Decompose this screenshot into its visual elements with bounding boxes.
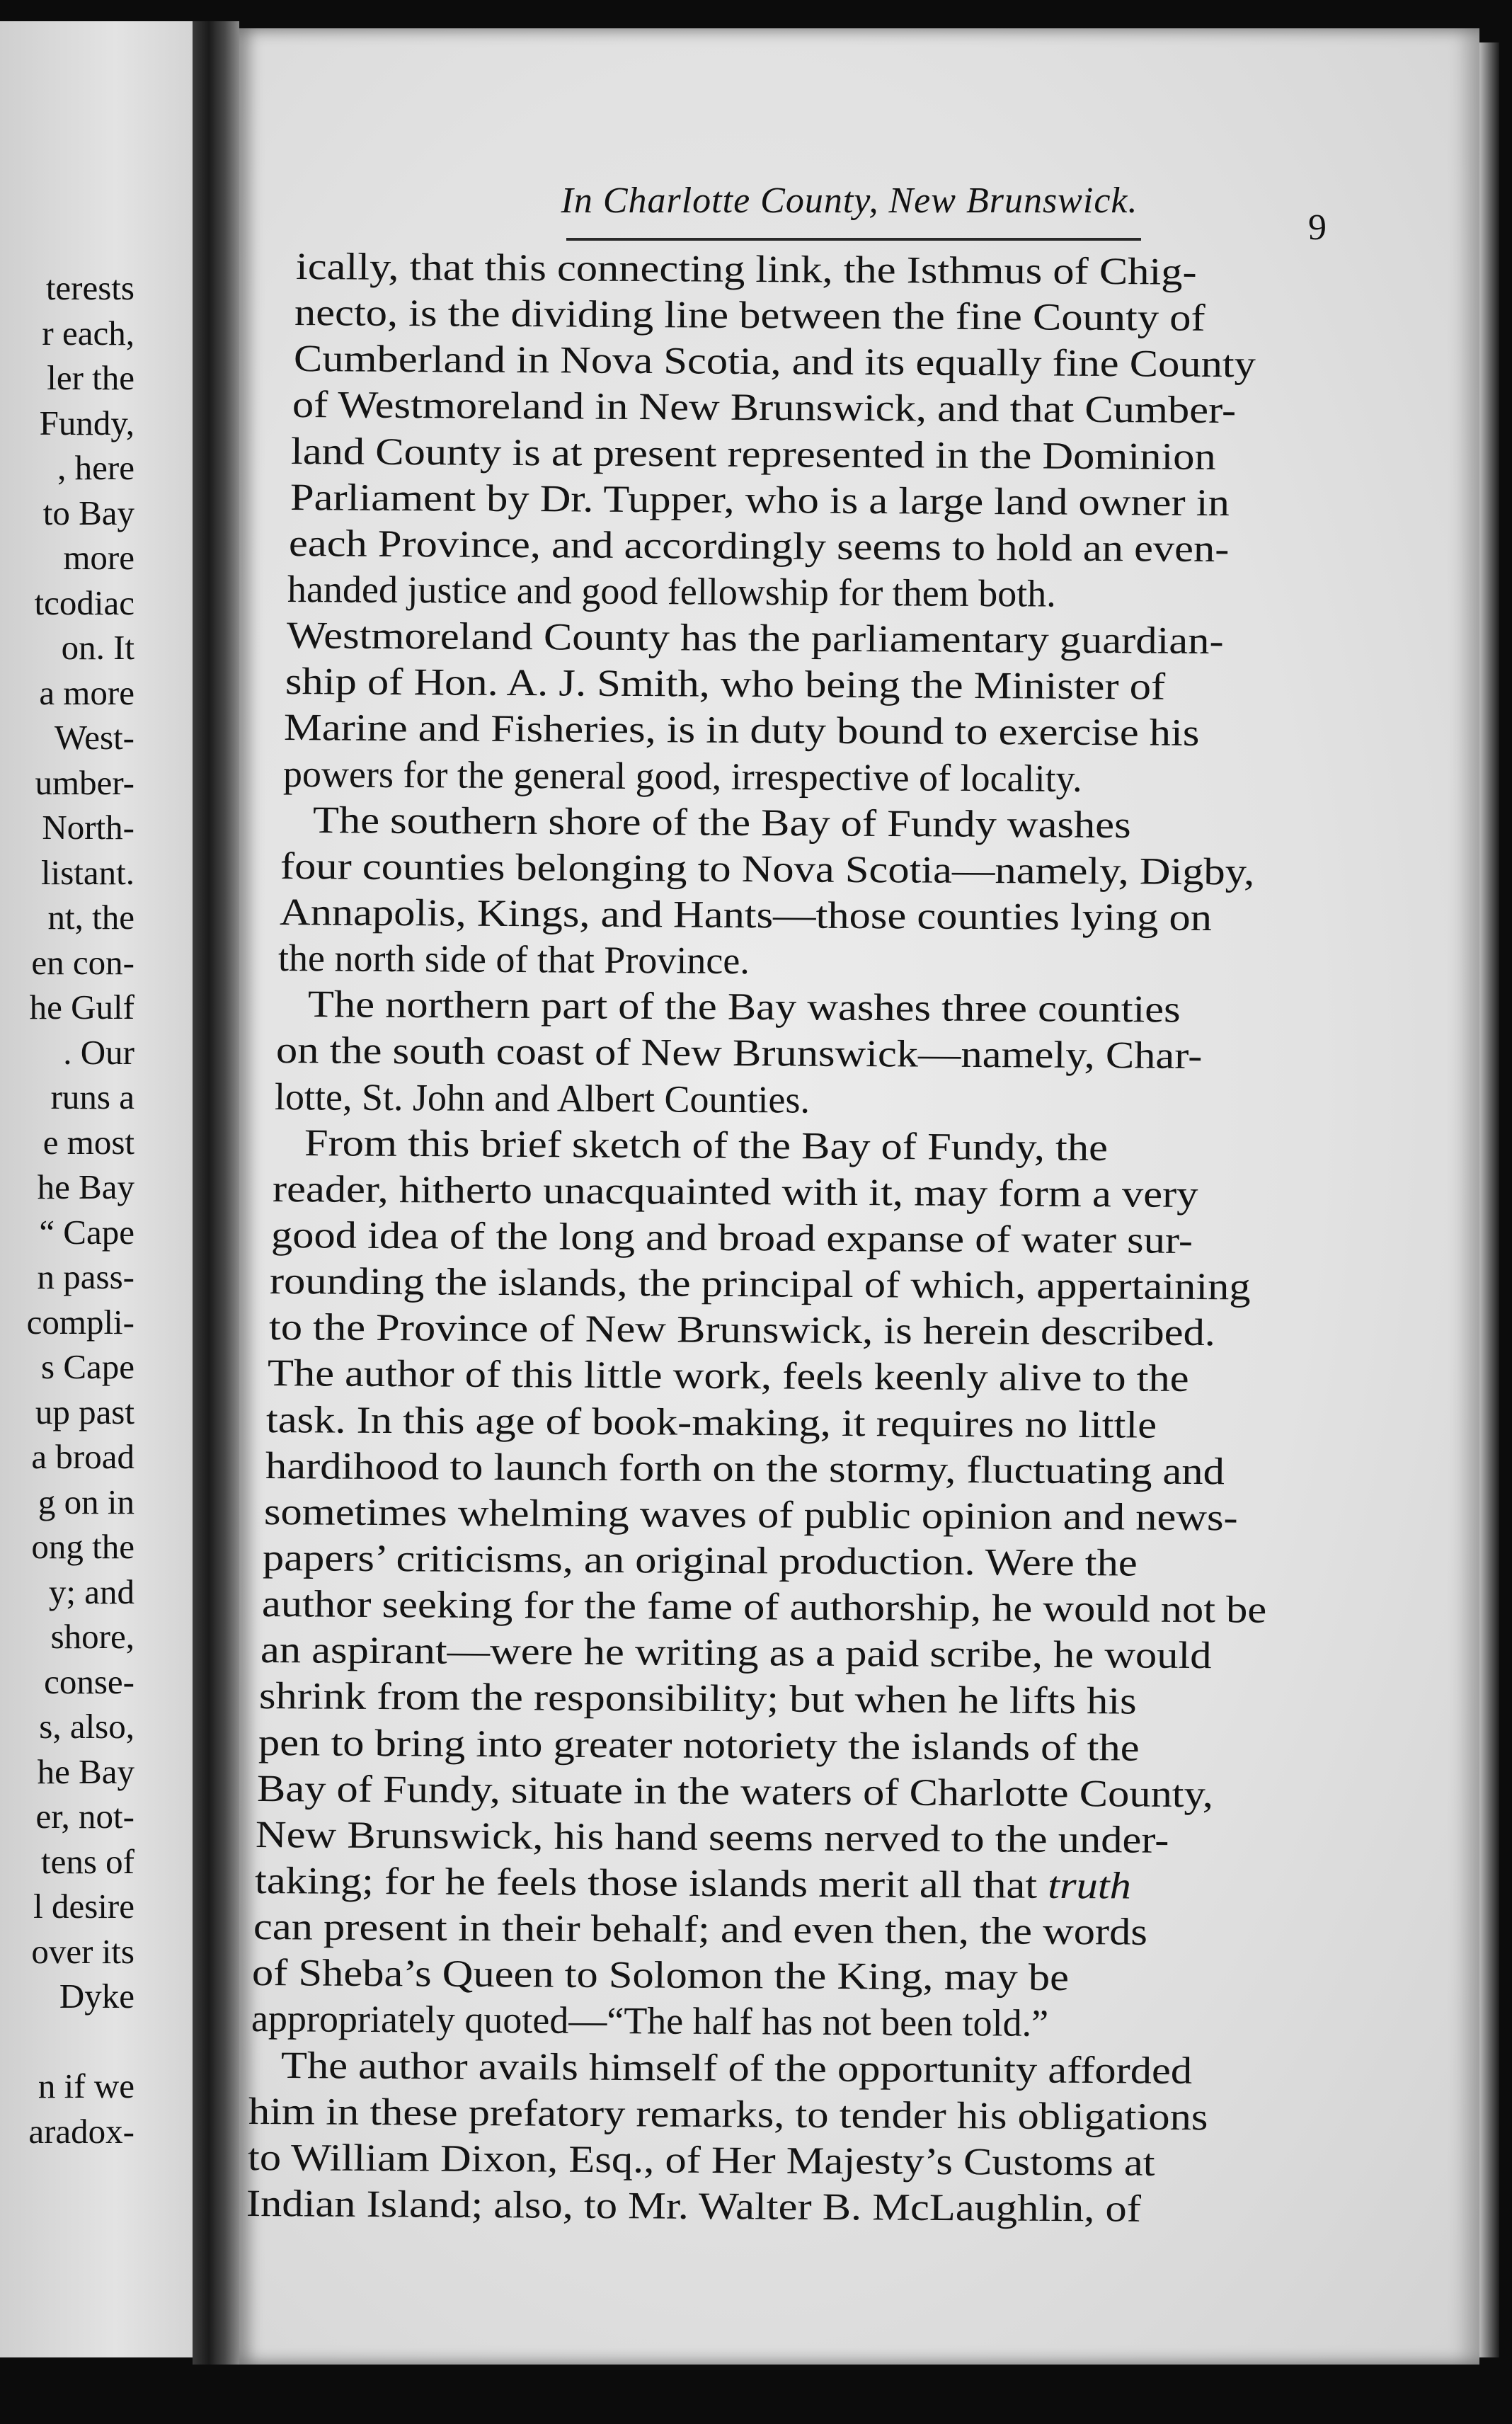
facing-page-line: tens of [41,1841,134,1881]
text-line: The author avails himself of the opportunity afforded [280,2043,1193,2092]
facing-page-line: conse- [44,1662,134,1701]
facing-page-line: umber- [35,762,134,802]
facing-page-line: he Gulf [29,988,134,1027]
text-line: reader, hitherto unacquainted with it, may form a very [272,1167,1198,1216]
text-line: The northern part of the Bay washes three counties [308,983,1181,1031]
facing-page-line: a broad [31,1437,134,1476]
facing-page-line: tcodiac [34,583,134,622]
facing-page-line: g on in [38,1482,134,1521]
text-line: land County is at present represented in the Dominion [291,429,1217,478]
facing-page-line: “ Cape [39,1212,134,1252]
text-line: author seeking for the fame of authorship, he would not be [261,1582,1267,1631]
facing-page-line: listant. [40,852,134,892]
facing-page-line: more [63,538,134,577]
text-line-part: taking; for he feels those islands merit all that [254,1859,1048,1906]
text-line: hardihood to launch forth on the stormy, fluctuating and [265,1443,1225,1492]
text-line: appropriately quoted—“The half has not been told.” [251,1997,1048,2045]
facing-page-line: over its [31,1931,134,1971]
page-number: 9 [1308,207,1327,248]
facing-page-line: compli- [26,1302,134,1342]
text-line: ically, that this connecting link, the Isthmus of Chig- [295,245,1197,293]
text-line: pen to bring into greater notoriety the islands of the [258,1720,1140,1769]
facing-page-line: nt, the [47,898,134,937]
facing-page-line: runs a [50,1077,134,1116]
facing-page-line: up past [35,1392,134,1431]
text-line: The author of this little work, feels keenly alive to the [267,1351,1189,1400]
text-line: rounding the islands, the principal of which, appertaining [270,1259,1252,1308]
text-line: an aspirant—were he writing as a paid scribe, he would [260,1628,1212,1677]
text-line: Bay of Fundy, situate in the waters of Charlotte County, [256,1766,1214,1815]
text-line: shrink from the responsibility; but when he lifts his [259,1674,1138,1722]
text-line: papers’ criticisms, an original production. Were the [263,1536,1138,1584]
facing-page-line: er, not- [35,1797,134,1836]
text-line: to the Province of New Brunswick, is herein described. [268,1305,1215,1354]
facing-page-line: a more [39,673,134,712]
facing-page-line: North- [42,808,134,847]
text-line: four counties belonging to Nova Scotia—namely, Digby, [280,844,1255,893]
text-line: Westmoreland County has the parliamentary guardian- [286,614,1224,663]
text-line: powers for the general good, irrespective of locality. [282,752,1082,800]
text-line: Annapolis, Kings, and Hants—those counties lying on [279,891,1212,939]
facing-page-line: he Bay [37,1751,134,1791]
facing-page-line: ler the [47,358,134,397]
italic-word: truth [1047,1863,1131,1907]
text-line [254,1861,1130,1905]
facing-page-line: on. It [61,628,134,667]
facing-page-line: s Cape [41,1347,134,1386]
facing-page-line: l desire [33,1887,134,1926]
text-line: can present in their behalf; and even then, the words [253,1905,1148,1953]
facing-page-line: shore, [50,1617,134,1656]
facing-page-line: to Bay [42,493,134,532]
facing-page-line: , here [57,448,134,487]
text-line: necto, is the dividing line between the fine County of [294,291,1206,339]
facing-page-line: terests [45,268,134,307]
facing-page-line: r each, [42,313,134,353]
facing-page-line: s, also, [39,1707,134,1746]
text-line: on the south coast of New Brunswick—namely, Char- [275,1029,1203,1077]
facing-page-line: en con- [31,942,134,982]
text-line: to William Dixon, Esq., of Her Majesty’s Customs at [247,2135,1155,2184]
text-line: the north side of that Province. [277,937,750,983]
text-line: From this brief sketch of the Bay of Fundy, the [304,1121,1109,1169]
text-line: each Province, and accordingly seems to hold an even- [288,521,1230,570]
text-line: Cumberland in Nova Scotia, and its equally fine County [293,337,1256,386]
text-line: Parliament by Dr. Tupper, who is a large land owner in [290,475,1230,524]
facing-page-line: . Our [63,1032,134,1072]
text-line: lotte, St. John and Albert Counties. [274,1075,811,1121]
text-line: handed justice and good fellowship for them both. [287,568,1057,615]
facing-page-line: West- [54,718,134,757]
text-line: The southern shore of the Bay of Fundy washes [312,798,1131,846]
facing-page-line: aradox- [28,2111,134,2151]
facing-page-line: e most [42,1122,134,1162]
facing-page-line: n pass- [37,1257,134,1296]
facing-page-line: Dyke [59,1977,134,2016]
text-line: Indian Island; also, to Mr. Walter B. McLaughlin, of [246,2182,1142,2230]
text-line: Marine and Fisheries, is in duty bound to exercise his [284,706,1200,755]
text-line: ship of Hon. A. J. Smith, who being the Minister of [285,660,1166,708]
facing-page-line: n if we [38,2066,134,2105]
facing-page-line: y; and [48,1572,134,1611]
facing-page-line: he Bay [37,1167,134,1206]
text-line: task. In this age of book-making, it requires no little [266,1397,1157,1446]
text-line: him in these prefatory remarks, to tender his obligations [248,2089,1208,2138]
text-line: of Sheba’s Queen to Solomon the King, may be [252,1951,1070,1999]
running-head: In Charlotte County, New Brunswick. [561,181,1138,221]
text-line: good idea of the long and broad expanse of water sur- [270,1213,1193,1262]
text-line: sometimes whelming waves of public opinion and news- [263,1490,1238,1539]
facing-page-line: ong the [31,1527,134,1566]
facing-page-line: Fundy, [39,403,134,442]
text-line: of Westmoreland in New Brunswick, and that Cumber- [292,383,1237,432]
text-line: New Brunswick, his hand seems nerved to the under- [256,1812,1169,1861]
